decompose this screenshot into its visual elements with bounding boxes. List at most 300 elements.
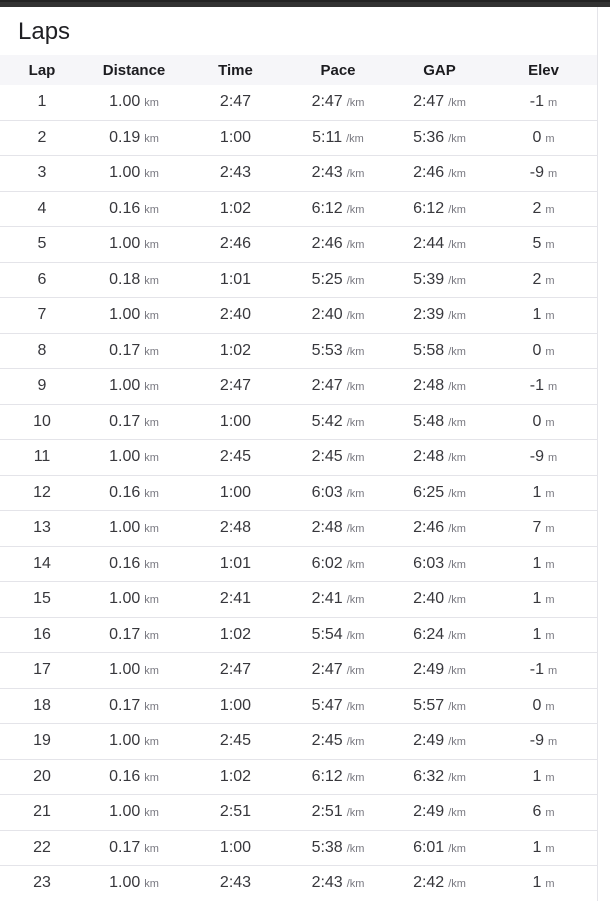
pace-cell-unit: /km xyxy=(346,168,365,181)
elev-cell-unit: m xyxy=(545,416,555,429)
table-row[interactable] xyxy=(0,191,597,227)
elev-cell xyxy=(490,724,597,760)
lap-number-cell-value: 19 xyxy=(33,732,51,750)
distance-cell xyxy=(84,724,184,760)
elev-cell-value: 1 xyxy=(532,554,542,572)
time-cell xyxy=(184,688,287,724)
lap-number-cell xyxy=(0,191,84,227)
distance-cell-value: 0.19 xyxy=(109,128,141,146)
table-row[interactable] xyxy=(0,759,597,795)
elev-cell xyxy=(490,333,597,369)
pace-cell xyxy=(287,120,389,156)
elev-cell-value: -9 xyxy=(529,448,545,466)
pace-cell-unit: /km xyxy=(346,594,365,607)
pace-cell xyxy=(287,653,389,689)
pace-cell-value: 5:11 xyxy=(312,128,343,146)
gap-cell-value: 2:49 xyxy=(413,732,445,750)
time-cell-value: 2:43 xyxy=(219,874,252,892)
lap-number-cell-value: 16 xyxy=(33,625,51,643)
gap-cell-unit: /km xyxy=(448,771,466,784)
table-row[interactable] xyxy=(0,830,597,866)
distance-cell xyxy=(84,227,184,263)
elev-cell-unit: m xyxy=(545,629,555,642)
column-header-pace: Pace xyxy=(287,55,389,85)
lap-number-cell-value: 23 xyxy=(33,874,51,892)
pace-cell xyxy=(287,759,389,795)
time-cell-value: 1:01 xyxy=(219,554,252,572)
elev-cell-value: -9 xyxy=(529,164,545,182)
gap-cell xyxy=(389,511,490,547)
pace-cell-unit: /km xyxy=(346,203,365,216)
lap-number-cell xyxy=(0,759,84,795)
distance-cell xyxy=(84,333,184,369)
gap-cell xyxy=(389,475,490,511)
table-row[interactable] xyxy=(0,546,597,582)
elev-cell-unit: m xyxy=(545,523,555,536)
time-cell-value: 2:48 xyxy=(219,519,252,537)
table-row[interactable] xyxy=(0,653,597,689)
gap-cell-unit: /km xyxy=(448,97,466,110)
gap-cell-unit: /km xyxy=(448,345,466,358)
time-cell-value: 1:00 xyxy=(219,838,252,856)
elev-cell xyxy=(490,653,597,689)
elev-cell-unit: m xyxy=(548,452,558,465)
time-cell-value: 2:40 xyxy=(219,306,252,324)
lap-number-cell-value: 12 xyxy=(33,483,51,501)
distance-cell-unit: km xyxy=(144,665,159,678)
time-cell-value: 1:00 xyxy=(219,412,252,430)
distance-cell-value: 0.17 xyxy=(109,341,141,359)
pace-cell xyxy=(287,475,389,511)
gap-cell-value: 6:03 xyxy=(413,554,445,572)
elev-cell-value: 1 xyxy=(532,590,542,608)
pace-cell-unit: /km xyxy=(346,132,364,145)
distance-cell-unit: km xyxy=(144,878,159,891)
elev-cell-value: -9 xyxy=(529,732,545,750)
lap-number-cell xyxy=(0,795,84,831)
time-cell-value: 2:51 xyxy=(219,803,252,821)
distance-cell-unit: km xyxy=(144,487,159,500)
distance-cell-unit: km xyxy=(144,736,159,749)
laps-table-body xyxy=(0,85,597,901)
distance-cell-value: 0.17 xyxy=(109,412,141,430)
pace-cell-value: 5:47 xyxy=(311,696,343,714)
pace-cell-value: 2:43 xyxy=(311,874,343,892)
elev-cell xyxy=(490,404,597,440)
gap-cell-unit: /km xyxy=(448,168,466,181)
pace-cell xyxy=(287,369,389,405)
time-cell-value: 1:01 xyxy=(219,270,252,288)
pace-cell xyxy=(287,404,389,440)
distance-cell xyxy=(84,795,184,831)
elev-cell-unit: m xyxy=(548,168,558,181)
elev-cell-value: 1 xyxy=(532,838,542,856)
pace-cell-value: 2:41 xyxy=(311,590,343,608)
elev-cell-unit: m xyxy=(545,345,555,358)
time-cell-value: 2:45 xyxy=(219,732,252,750)
distance-cell-value: 1.00 xyxy=(109,235,141,253)
time-cell-value: 1:02 xyxy=(219,341,252,359)
time-cell xyxy=(184,227,287,263)
lap-number-cell-value: 10 xyxy=(33,412,51,430)
distance-cell-unit: km xyxy=(144,310,159,323)
table-row[interactable] xyxy=(0,582,597,618)
table-row[interactable] xyxy=(0,688,597,724)
elev-cell xyxy=(490,85,597,120)
gap-cell-unit: /km xyxy=(448,629,466,642)
elev-cell-unit: m xyxy=(545,771,555,784)
gap-cell-value: 5:36 xyxy=(413,128,445,146)
pace-cell-value: 2:47 xyxy=(311,661,343,679)
time-cell-value: 1:00 xyxy=(219,483,252,501)
time-cell xyxy=(184,262,287,298)
pace-cell-unit: /km xyxy=(346,629,365,642)
gap-cell xyxy=(389,191,490,227)
time-cell-value: 2:46 xyxy=(219,235,252,253)
gap-cell-unit: /km xyxy=(448,416,466,429)
table-row[interactable] xyxy=(0,333,597,369)
gap-cell-unit: /km xyxy=(448,239,466,252)
time-cell xyxy=(184,333,287,369)
gap-cell-value: 2:46 xyxy=(413,519,445,537)
distance-cell xyxy=(84,298,184,334)
gap-cell-value: 2:48 xyxy=(413,448,445,466)
pace-cell-value: 5:42 xyxy=(311,412,343,430)
gap-cell-value: 6:12 xyxy=(413,199,445,217)
column-header-gap: GAP xyxy=(389,55,490,85)
gap-cell xyxy=(389,866,490,901)
gap-cell-value: 2:49 xyxy=(413,803,445,821)
distance-cell xyxy=(84,759,184,795)
gap-cell-unit: /km xyxy=(448,452,466,465)
pace-cell-value: 5:54 xyxy=(311,625,343,643)
table-row[interactable] xyxy=(0,262,597,298)
gap-cell-unit: /km xyxy=(448,700,466,713)
elev-cell xyxy=(490,582,597,618)
elev-cell-value: 1 xyxy=(532,483,542,501)
pace-cell-value: 2:47 xyxy=(311,377,343,395)
pace-cell-unit: /km xyxy=(346,345,365,358)
elev-cell-unit: m xyxy=(548,381,558,394)
elev-cell-value: 6 xyxy=(532,803,542,821)
elev-cell-value: 1 xyxy=(532,306,542,324)
lap-number-cell-value: 13 xyxy=(33,519,51,537)
time-cell-value: 2:47 xyxy=(219,93,252,111)
elev-cell-value: -1 xyxy=(529,377,545,395)
distance-cell xyxy=(84,866,184,901)
distance-cell-value: 1.00 xyxy=(109,803,141,821)
pace-cell-value: 2:47 xyxy=(311,93,343,111)
lap-number-cell xyxy=(0,156,84,192)
table-row[interactable] xyxy=(0,440,597,476)
lap-number-cell-value: 7 xyxy=(37,306,47,324)
pace-cell xyxy=(287,546,389,582)
pace-cell-unit: /km xyxy=(346,700,365,713)
table-row[interactable] xyxy=(0,404,597,440)
lap-number-cell-value: 22 xyxy=(33,838,51,856)
elev-cell-unit: m xyxy=(545,842,555,855)
distance-cell-unit: km xyxy=(144,381,159,394)
elev-cell xyxy=(490,511,597,547)
table-row[interactable] xyxy=(0,156,597,192)
distance-cell xyxy=(84,688,184,724)
time-cell xyxy=(184,582,287,618)
gap-cell xyxy=(389,759,490,795)
table-right-border xyxy=(597,7,598,901)
time-cell xyxy=(184,724,287,760)
gap-cell-value: 2:49 xyxy=(413,661,445,679)
gap-cell-unit: /km xyxy=(448,558,466,571)
distance-cell-value: 0.17 xyxy=(109,838,141,856)
table-row[interactable] xyxy=(0,227,597,263)
pace-cell-value: 5:25 xyxy=(311,270,343,288)
elev-cell xyxy=(490,546,597,582)
distance-cell-unit: km xyxy=(144,807,159,820)
column-header-distance: Distance xyxy=(84,55,184,85)
lap-number-cell xyxy=(0,617,84,653)
gap-cell xyxy=(389,830,490,866)
elev-cell-unit: m xyxy=(545,807,555,820)
distance-cell-unit: km xyxy=(144,558,159,571)
gap-cell xyxy=(389,653,490,689)
pace-cell-unit: /km xyxy=(346,274,365,287)
distance-cell-unit: km xyxy=(144,416,159,429)
gap-cell-unit: /km xyxy=(448,523,466,536)
distance-cell xyxy=(84,830,184,866)
pace-cell-value: 2:45 xyxy=(311,732,343,750)
pace-cell xyxy=(287,724,389,760)
gap-cell-unit: /km xyxy=(448,807,466,820)
distance-cell xyxy=(84,653,184,689)
pace-cell-unit: /km xyxy=(346,878,365,891)
gap-cell-unit: /km xyxy=(448,842,466,855)
lap-number-cell-value: 15 xyxy=(33,590,51,608)
time-cell xyxy=(184,866,287,901)
time-cell-value: 1:02 xyxy=(219,625,252,643)
elev-cell xyxy=(490,475,597,511)
elev-cell-value: 1 xyxy=(532,874,542,892)
elev-cell xyxy=(490,369,597,405)
table-row[interactable] xyxy=(0,298,597,334)
gap-cell xyxy=(389,85,490,120)
table-row[interactable] xyxy=(0,369,597,405)
lap-number-cell xyxy=(0,475,84,511)
lap-number-cell xyxy=(0,582,84,618)
pace-cell xyxy=(287,85,389,120)
elev-cell xyxy=(490,262,597,298)
elev-cell xyxy=(490,227,597,263)
distance-cell-unit: km xyxy=(144,168,159,181)
pace-cell-unit: /km xyxy=(346,558,365,571)
distance-cell xyxy=(84,369,184,405)
pace-cell xyxy=(287,333,389,369)
distance-cell-unit: km xyxy=(144,239,159,252)
elev-cell-unit: m xyxy=(545,594,555,607)
gap-cell-unit: /km xyxy=(448,203,466,216)
time-cell xyxy=(184,653,287,689)
elev-cell-value: 0 xyxy=(532,128,542,146)
time-cell xyxy=(184,617,287,653)
distance-cell-value: 1.00 xyxy=(109,377,141,395)
time-cell-value: 2:41 xyxy=(219,590,252,608)
gap-cell-value: 5:39 xyxy=(413,270,445,288)
distance-cell-unit: km xyxy=(144,629,159,642)
elev-cell-unit: m xyxy=(545,203,555,216)
distance-cell xyxy=(84,511,184,547)
elev-cell-unit: m xyxy=(545,310,555,323)
pace-cell-value: 2:48 xyxy=(311,519,343,537)
distance-cell-value: 1.00 xyxy=(109,732,141,750)
distance-cell-unit: km xyxy=(144,274,159,287)
gap-cell-value: 2:42 xyxy=(413,874,445,892)
gap-cell xyxy=(389,369,490,405)
time-cell xyxy=(184,830,287,866)
lap-number-cell xyxy=(0,85,84,120)
elev-cell-unit: m xyxy=(545,558,555,571)
elev-cell-value: 2 xyxy=(532,199,542,217)
table-row[interactable] xyxy=(0,617,597,653)
elev-cell-unit: m xyxy=(548,97,558,110)
distance-cell xyxy=(84,120,184,156)
laps-section xyxy=(0,7,610,901)
lap-number-cell xyxy=(0,404,84,440)
elev-cell-unit: m xyxy=(545,878,555,891)
gap-cell-unit: /km xyxy=(448,381,466,394)
gap-cell xyxy=(389,724,490,760)
distance-cell-unit: km xyxy=(144,452,159,465)
table-row[interactable] xyxy=(0,511,597,547)
pace-cell xyxy=(287,262,389,298)
elev-cell-unit: m xyxy=(545,700,555,713)
distance-cell-value: 1.00 xyxy=(109,874,141,892)
lap-number-cell xyxy=(0,262,84,298)
time-cell xyxy=(184,440,287,476)
pace-cell-unit: /km xyxy=(346,97,365,110)
gap-cell xyxy=(389,546,490,582)
distance-cell-unit: km xyxy=(144,771,159,784)
time-cell-value: 1:02 xyxy=(219,767,252,785)
pace-cell-value: 6:02 xyxy=(311,554,343,572)
time-cell xyxy=(184,120,287,156)
distance-cell-value: 0.18 xyxy=(109,270,141,288)
pace-cell xyxy=(287,440,389,476)
gap-cell xyxy=(389,227,490,263)
elev-cell-value: 2 xyxy=(532,270,542,288)
distance-cell-value: 0.17 xyxy=(109,696,141,714)
pace-cell-unit: /km xyxy=(346,416,365,429)
elev-cell-value: -1 xyxy=(529,93,545,111)
lap-number-cell-value: 4 xyxy=(37,199,47,217)
lap-number-cell xyxy=(0,546,84,582)
distance-cell xyxy=(84,191,184,227)
gap-cell-value: 2:39 xyxy=(413,306,445,324)
pace-cell-unit: /km xyxy=(346,523,365,536)
column-header-elev: Elev xyxy=(490,55,597,85)
gap-cell-value: 2:46 xyxy=(413,164,445,182)
time-cell-value: 1:00 xyxy=(219,128,252,146)
lap-number-cell xyxy=(0,298,84,334)
lap-number-cell xyxy=(0,653,84,689)
time-cell-value: 1:02 xyxy=(219,199,252,217)
time-cell xyxy=(184,546,287,582)
distance-cell xyxy=(84,440,184,476)
elev-cell-unit: m xyxy=(545,132,555,145)
gap-cell-unit: /km xyxy=(448,665,466,678)
time-cell xyxy=(184,511,287,547)
table-row[interactable] xyxy=(0,724,597,760)
pace-cell-unit: /km xyxy=(346,239,365,252)
gap-cell-value: 6:01 xyxy=(413,838,445,856)
elev-cell xyxy=(490,795,597,831)
distance-cell xyxy=(84,404,184,440)
gap-cell-unit: /km xyxy=(448,594,466,607)
distance-cell xyxy=(84,475,184,511)
lap-number-cell xyxy=(0,227,84,263)
gap-cell-unit: /km xyxy=(448,736,466,749)
gap-cell-value: 6:32 xyxy=(413,767,445,785)
column-header-lap: Lap xyxy=(0,55,84,85)
distance-cell xyxy=(84,262,184,298)
pace-cell-unit: /km xyxy=(346,381,365,394)
lap-number-cell xyxy=(0,333,84,369)
pace-cell-unit: /km xyxy=(346,452,365,465)
table-row[interactable] xyxy=(0,475,597,511)
gap-cell-value: 5:58 xyxy=(413,341,445,359)
elev-cell xyxy=(490,298,597,334)
time-cell-value: 2:47 xyxy=(219,661,252,679)
pace-cell-unit: /km xyxy=(346,310,365,323)
elev-cell-value: 0 xyxy=(532,696,542,714)
gap-cell xyxy=(389,404,490,440)
pace-cell xyxy=(287,617,389,653)
elev-cell-value: -1 xyxy=(529,661,545,679)
pace-cell-value: 5:53 xyxy=(311,341,343,359)
pace-cell xyxy=(287,191,389,227)
gap-cell xyxy=(389,156,490,192)
lap-number-cell-value: 21 xyxy=(33,803,51,821)
pace-cell xyxy=(287,298,389,334)
elev-cell-unit: m xyxy=(545,274,555,287)
table-row[interactable] xyxy=(0,866,597,901)
elev-cell-value: 0 xyxy=(532,412,542,430)
distance-cell-unit: km xyxy=(144,132,159,145)
distance-cell-unit: km xyxy=(144,203,159,216)
distance-cell xyxy=(84,156,184,192)
lap-number-cell-value: 20 xyxy=(33,767,51,785)
distance-cell xyxy=(84,582,184,618)
elev-cell-unit: m xyxy=(545,487,555,500)
elev-cell-value: 7 xyxy=(532,519,542,537)
time-cell xyxy=(184,404,287,440)
lap-number-cell xyxy=(0,688,84,724)
table-row[interactable] xyxy=(0,85,597,120)
table-row[interactable] xyxy=(0,795,597,831)
pace-cell-value: 2:43 xyxy=(311,164,343,182)
distance-cell-value: 1.00 xyxy=(109,164,141,182)
table-row[interactable] xyxy=(0,120,597,156)
distance-cell-unit: km xyxy=(144,700,159,713)
distance-cell xyxy=(84,85,184,120)
lap-number-cell xyxy=(0,440,84,476)
elev-cell xyxy=(490,191,597,227)
gap-cell-value: 2:44 xyxy=(413,235,445,253)
lap-number-cell-value: 1 xyxy=(37,93,47,111)
pace-cell-unit: /km xyxy=(346,807,365,820)
pace-cell-unit: /km xyxy=(346,736,365,749)
lap-number-cell-value: 6 xyxy=(37,270,47,288)
distance-cell-value: 1.00 xyxy=(109,306,141,324)
laps-table xyxy=(0,55,597,901)
